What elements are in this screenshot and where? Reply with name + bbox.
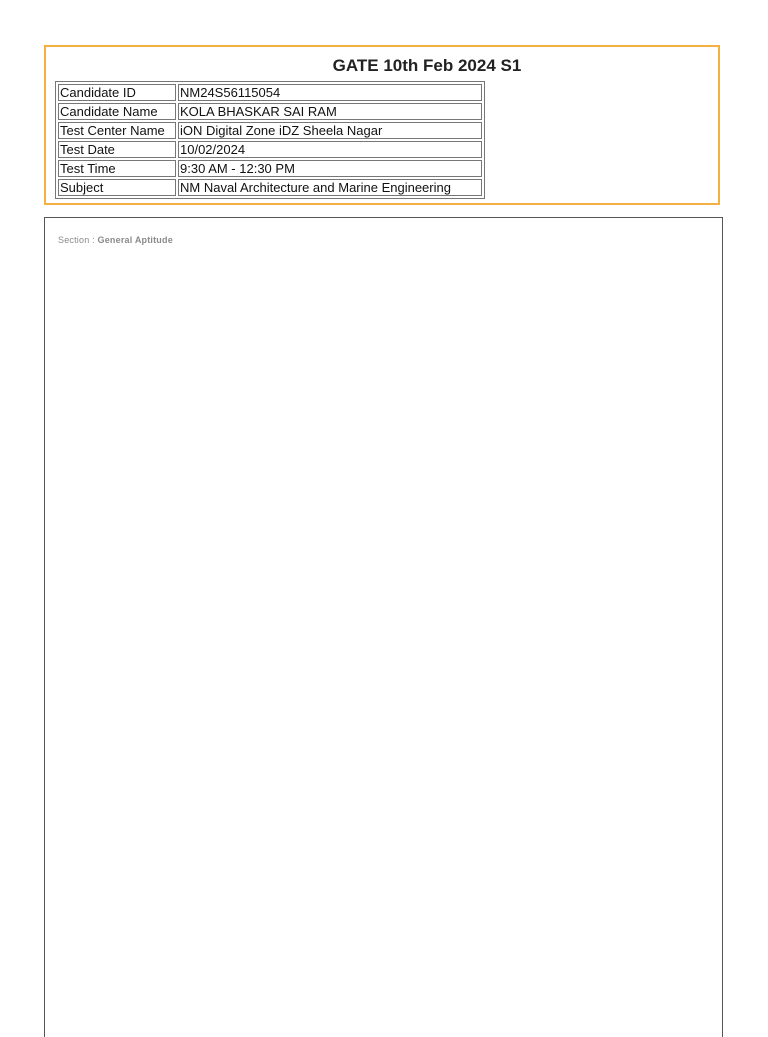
- section-prefix: Section :: [58, 235, 98, 245]
- table-row: [58, 84, 482, 101]
- table-row: [58, 122, 482, 139]
- table-row: [58, 141, 482, 158]
- subject-value: NM Naval Architecture and Marine Engineering: [178, 179, 482, 196]
- table-row: [58, 103, 482, 120]
- candidate-info-table: [55, 81, 485, 199]
- table-row: [58, 160, 482, 177]
- test-time-label: Test Time: [58, 160, 176, 177]
- candidate-id-value: NM24S56115054: [178, 84, 482, 101]
- test-date-value: 10/02/2024: [178, 141, 482, 158]
- test-center-label: Test Center Name: [58, 122, 176, 139]
- test-time-value: 9:30 AM - 12:30 PM: [178, 160, 482, 177]
- candidate-id-label: Candidate ID: [58, 84, 176, 101]
- exam-title-text: GATE 10th Feb 2024 S1: [332, 56, 522, 75]
- subject-label: Subject: [58, 179, 176, 196]
- section-label: [58, 235, 173, 245]
- candidate-name-label: Candidate Name: [58, 103, 176, 120]
- test-date-label: Test Date: [58, 141, 176, 158]
- section-panel: [44, 217, 723, 1037]
- section-name: General Aptitude: [97, 235, 173, 245]
- exam-title: [46, 55, 718, 77]
- test-center-value: iON Digital Zone iDZ Sheela Nagar: [178, 122, 482, 139]
- table-row: [58, 179, 482, 196]
- candidate-name-value: KOLA BHASKAR SAI RAM: [178, 103, 482, 120]
- exam-header-panel: [44, 45, 720, 205]
